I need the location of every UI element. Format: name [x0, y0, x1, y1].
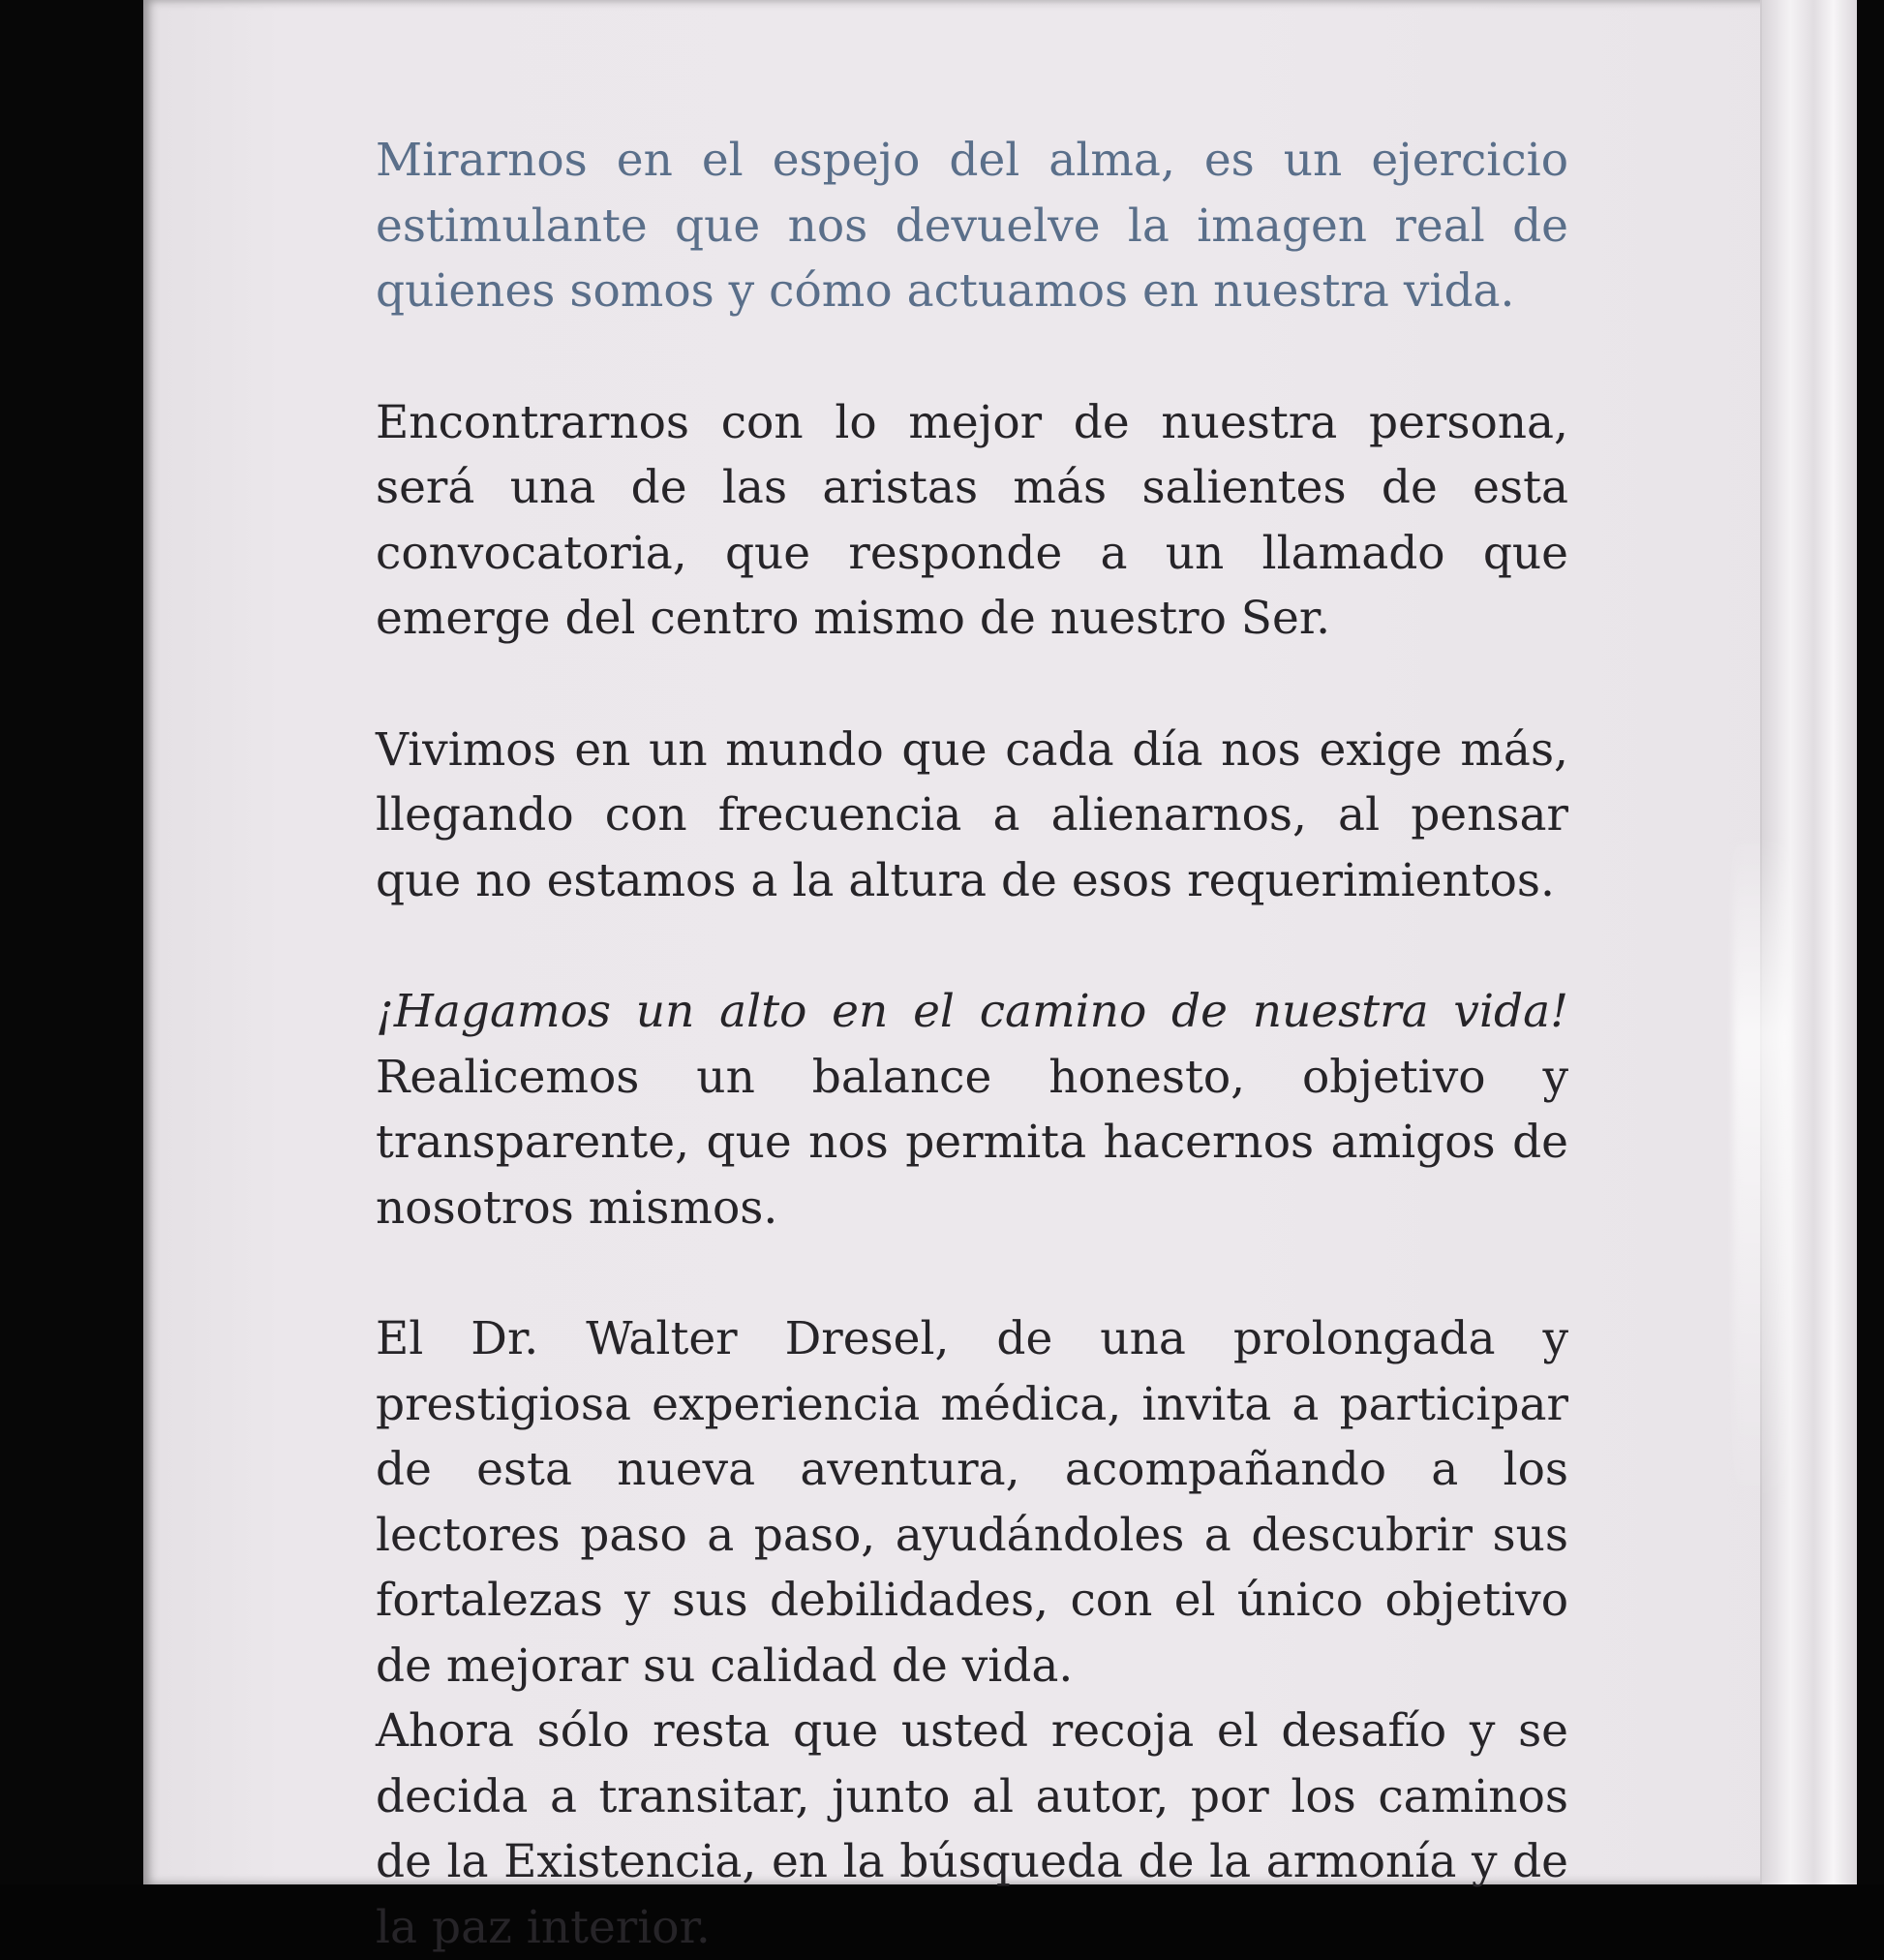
blurb-paragraph-lead: Mirarnos en el espejo del alma, es un ejercicio estimulante que nos devuelve la imagen real de quienes somos y cómo actuamos en nuestra vida. [376, 134, 1568, 318]
blurb-text [376, 128, 1568, 1960]
glare-reflection [1733, 833, 1791, 1511]
blurb-paragraph: Encontrarnos con lo mejor de nuestra persona, será una de las aristas más salientes de esta convocatoria, que responde a un llamado que emerge del centro mismo de nuestro Ser. [376, 395, 1568, 645]
blurb-paragraph-closing: Ahora sólo resta que usted recoja el desafío y se decida a transitar, junto al autor, por los caminos de la Existencia, en la búsqueda de la armonía y de la paz interior. [376, 1704, 1568, 1954]
italic-exclamation: ¡Hagamos un alto en el camino de nuestra vida! [376, 985, 1568, 1038]
blurb-paragraph-mixed [376, 979, 1568, 1240]
blurb-paragraph-author: El Dr. Walter Dresel, de una prolongada y prestigiosa experiencia médica, invita a participar de esta nueva aventura, acompañando a los lectores paso a paso, ayudándoles a descubrir sus fortalezas y sus debilidades, con el único objetivo de mejorar su calidad de vida. [376, 1312, 1568, 1693]
blurb-paragraph: Vivimos en un mundo que cada día nos exige más, llegando con frecuencia a alienarnos, al pensar que no estamos a la altura de esos requerimientos. [376, 722, 1568, 907]
paragraph-continuation: Realicemos un balance honesto, objetivo y transparente, que nos permita hacernos amigos de nosotros mismos. [376, 1050, 1568, 1235]
